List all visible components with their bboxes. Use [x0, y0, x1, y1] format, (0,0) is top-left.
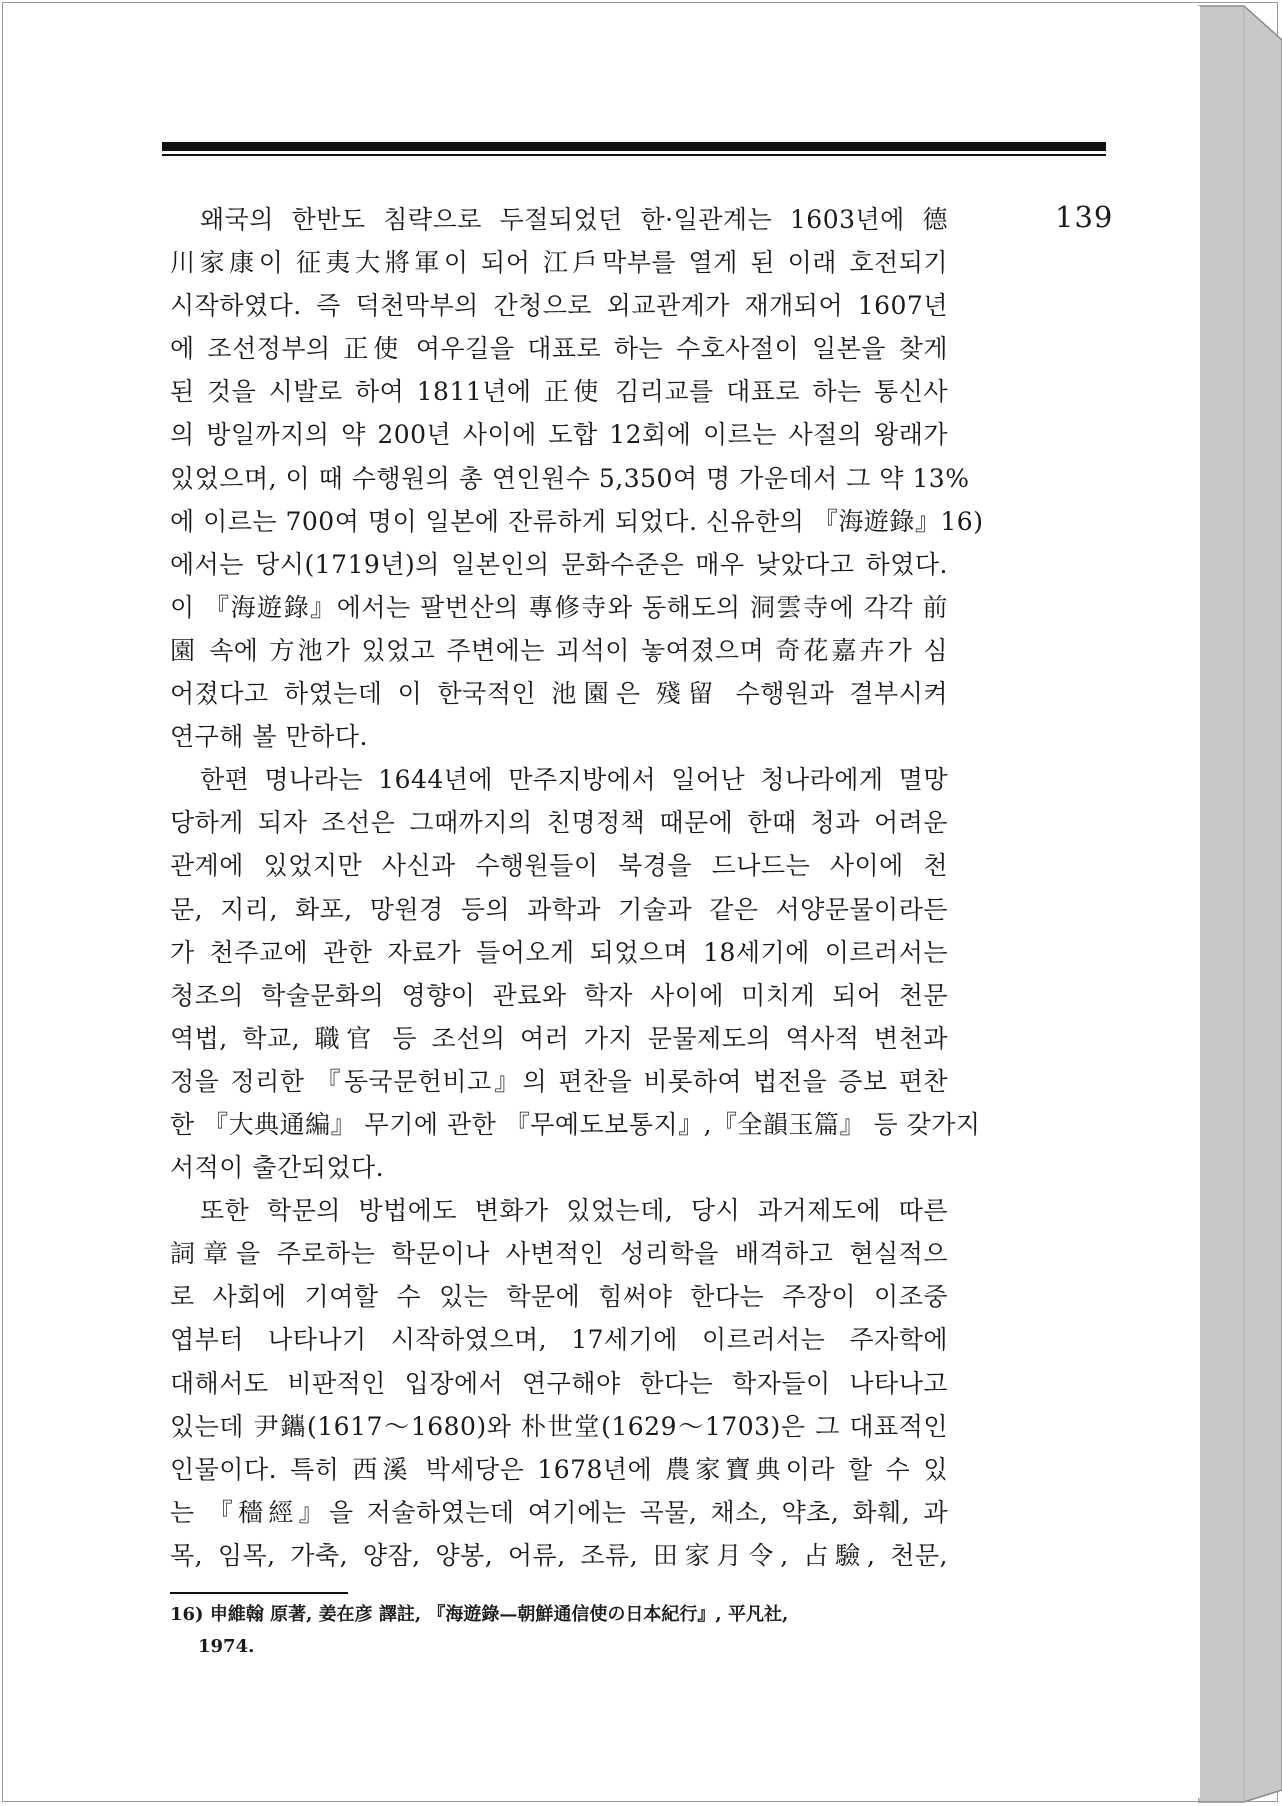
text-line: 목, 임목, 가축, 양잠, 양봉, 어류, 조류, 田家月令, 占驗, 천문,: [170, 1540, 948, 1570]
header-rule: [162, 142, 1106, 151]
text-line: 는 『穡經』을 저술하였는데 여기에는 곡물, 채소, 약초, 화훼, 과: [170, 1497, 948, 1527]
body-text: [170, 198, 984, 1577]
text-line: 어졌다고 하였는데 이 한국적인 池園은 殘留 수행원과 결부시켜: [170, 679, 948, 709]
paragraph-2: [170, 758, 981, 1189]
text-line: 역법, 학교, 職官 등 조선의 여러 가지 문물제도의 역사적 변천과: [170, 1023, 948, 1053]
footnote-line: 16) 申維翰 原著, 姜在彦 譯註, 『海遊錄—朝鮮通信使の日本紀行』, 平凡社,: [170, 1604, 789, 1625]
text-line: 있는데 尹鑴(1617～1680)와 朴世堂(1629～1703)은 그 대표적인: [170, 1411, 948, 1441]
text-line: 가 천주교에 관한 자료가 들어오게 되었으며 18세기에 이르러서는: [170, 937, 948, 967]
header-rule-thin: [162, 154, 1106, 156]
text-line: 서적이 출간되었다.: [170, 1153, 385, 1183]
text-line: 의 방일까지의 약 200년 사이에 도합 12회에 이르는 사절의 왕래가: [170, 420, 948, 450]
paragraph-1: [170, 198, 984, 758]
footnote-line: 1974.: [198, 1636, 255, 1657]
text-line: 이 『海遊錄』에서는 팔번산의 專修寺와 동해도의 洞雲寺에 각각 前: [170, 592, 948, 622]
text-line: 시작하였다. 즉 덕천막부의 간청으로 외교관계가 재개되어 1607년: [170, 291, 948, 321]
text-line: 에 조선정부의 正使 여우길을 대표로 하는 수호사절이 일본을 찾게: [170, 334, 948, 364]
text-line: 된 것을 시발로 하여 1811년에 正使 김리교를 대표로 하는 통신사: [170, 377, 948, 407]
text-line: 인물이다. 특히 西溪 박세당은 1678년에 農家寶典이라 할 수 있: [170, 1454, 948, 1484]
text-line: 한 『大典通編』 무기에 관한 『무예도보통지』,『全韻玉篇』 등 갖가지: [170, 1109, 981, 1139]
book-edge: [1198, 0, 1282, 1806]
text-line: 대해서도 비판적인 입장에서 연구해야 한다는 학자들이 나타나고: [170, 1368, 948, 1398]
text-line: 청조의 학술문화의 영향이 관료와 학자 사이에 미치게 되어 천문: [170, 980, 948, 1010]
text-line: 있었으며, 이 때 수행원의 총 연인원수 5,350여 명 가운데서 그 약 13%: [170, 463, 970, 493]
text-line: 연구해 볼 만하다.: [170, 722, 368, 752]
text-line: 에 이르는 700여 명이 일본에 잔류하게 되었다. 신유한의 『海遊錄』16): [170, 506, 984, 536]
text-line: 園 속에 方池가 있었고 주변에는 괴석이 놓여졌으며 奇花嘉卉가 심: [170, 635, 948, 665]
text-line: 관계에 있었지만 사신과 수행원들이 북경을 드나드는 사이에 천: [170, 851, 948, 881]
text-line: 詞章을 주로하는 학문이나 사변적인 성리학을 배격하고 현실적으: [170, 1239, 948, 1269]
footnote-rule: [170, 1592, 348, 1594]
page-number: 139: [1055, 200, 1114, 234]
text-line: 또한 학문의 방법에도 변화가 있었는데, 당시 과거제도에 따른: [200, 1196, 948, 1226]
text-line: 정을 정리한 『동국문헌비고』의 편찬을 비롯하여 법전을 증보 편찬: [170, 1066, 948, 1096]
text-line: 당하게 되자 조선은 그때까지의 친명정책 때문에 한때 청과 어려운: [170, 808, 948, 838]
text-line: 엽부터 나타나기 시작하였으며, 17세기에 이르러서는 주자학에: [170, 1325, 948, 1355]
text-line: 에서는 당시(1719년)의 일본인의 문화수준은 매우 낮았다고 하였다.: [170, 549, 948, 579]
text-line: 한편 명나라는 1644년에 만주지방에서 일어난 청나라에게 멸망: [200, 765, 948, 795]
text-line: 왜국의 한반도 침략으로 두절되었던 한·일관계는 1603년에 德: [200, 205, 948, 234]
paragraph-3: [170, 1189, 948, 1577]
text-line: 로 사회에 기여할 수 있는 학문에 힘써야 한다는 주장이 이조중: [170, 1282, 948, 1312]
text-line: 문, 지리, 화포, 망원경 등의 과학과 기술과 같은 서양문물이라든: [170, 894, 948, 924]
text-line: 川家康이 征夷大將軍이 되어 江戶막부를 열게 된 이래 호전되기: [170, 248, 948, 278]
